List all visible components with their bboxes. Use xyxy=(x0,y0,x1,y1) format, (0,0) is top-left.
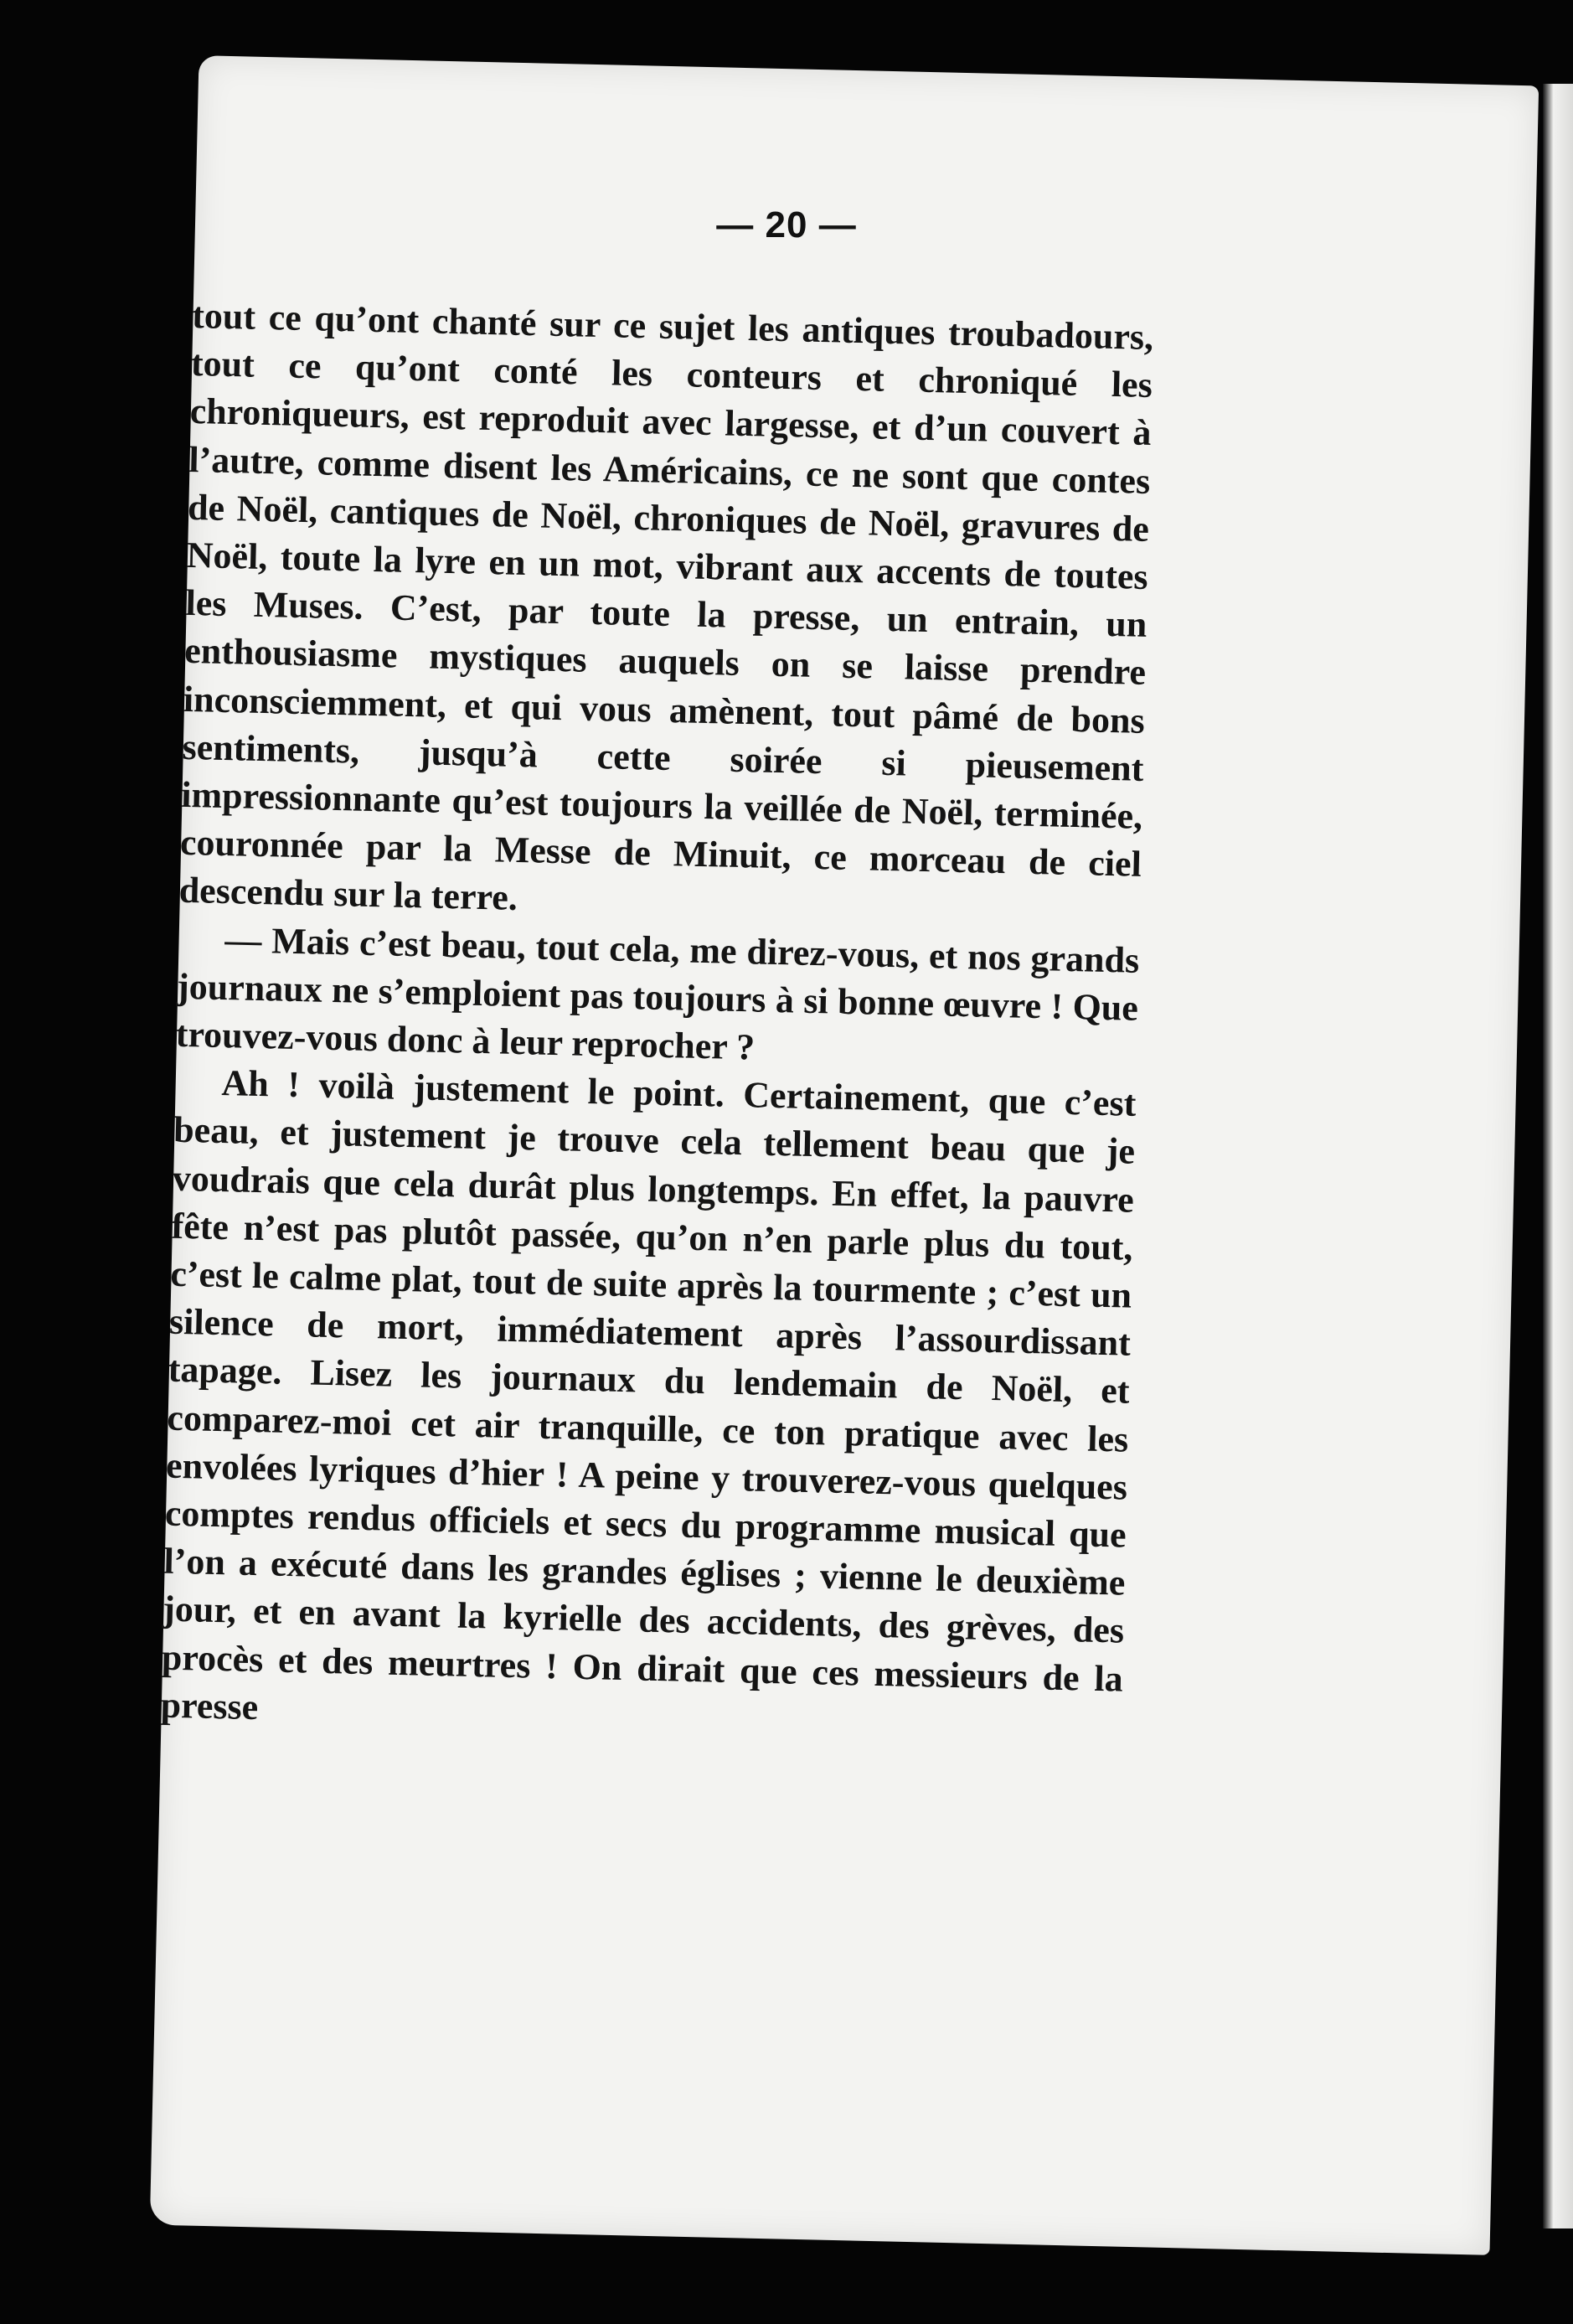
next-page-edge xyxy=(1543,84,1573,2228)
paragraph-1: tout ce qu’ont chanté sur ce sujet les antiques troubadours, tout ce qu’ont conté les conteurs et chroniqué les chroniqueurs, est reproduit avec largesse, et d’un couvert à l’autre, comme disent les Américains, ce ne sont que contes de Noël, cantiques de Noël, chroniques de Noël, gravures de Noël, toute la lyre en un mot, vibrant aux accents de toutes les Muses. C’est, par toute la presse, un entrain, un enthousiasme mystiques auquels on se laisse prendre inconsciemment, et qui vous amènent, tout pâmé de bons sentiments, jusqu’à cette soirée si pieusement impressionnante qu’est toujours la veillée de Noël, terminée, couronnée par la Messe de Minuit, ce morceau de ciel descendu sur la terre. xyxy=(178,294,1154,919)
body-text xyxy=(160,292,1154,1751)
page-number: — 20 — xyxy=(716,204,857,245)
paragraph-2: — Mais c’est beau, tout cela, me direz-vous, et nos grands journaux ne s’emploient pas toujours à si bonne œuvre ! Que trouvez-vous donc à leur reprocher ? xyxy=(175,918,1140,1068)
paragraph-3: Ah ! voilà justement le point. Certainement, que c’est beau, et justement je trouve cela tellement beau que je voudrais que cela durât plus longtemps. En effet, la pauvre fête n’est pas plutôt passée, qu’on n’en parle plus du tout, c’est le calme plat, tout de suite après la tourmente ; c’est un silence de mort, immédiatement après l’assourdissant tapage. Lisez les journaux du lendemain de Noël, et comparez-moi cet air tranquille, ce ton pratique avec les envolées lyriques d’hier ! A peine y trouverez-vous quelques comptes rendus officiels et secs du programme musical que l’on a exécuté dans les grandes églises ; vienne le deuxième jour, et en avant la kyrielle des accidents, des grèves, des procès et des meurtres ! On dirait que ces messieurs de la presse xyxy=(160,1062,1137,1728)
